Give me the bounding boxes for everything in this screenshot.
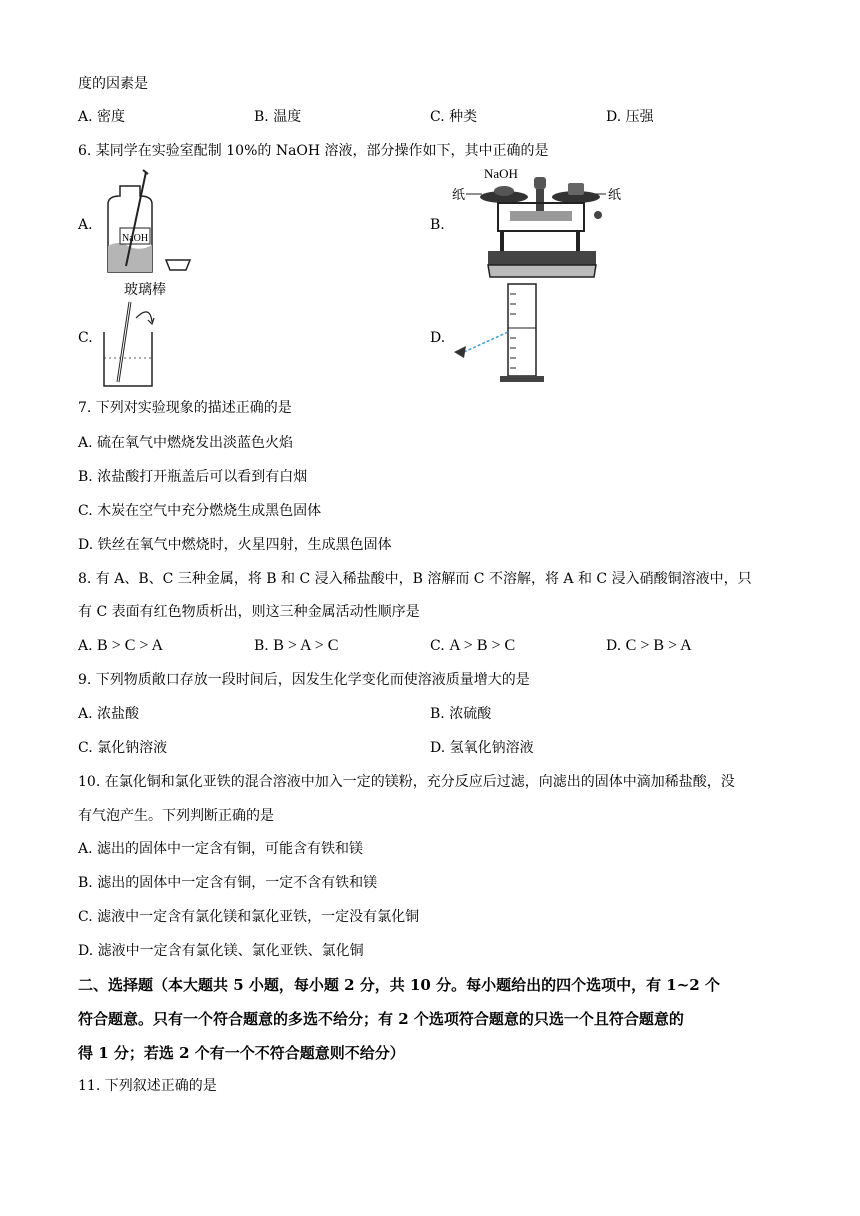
q11-stem: 11. 下列叙述正确的是: [78, 1078, 217, 1094]
q9-option-b: B. 浓硫酸: [430, 706, 492, 722]
q8-option-a: [78, 636, 163, 656]
q8-option-d-label: D.: [606, 638, 622, 654]
q8-option-d-text: C > B > A: [625, 637, 692, 654]
q10-stem-line1: 10. 在氯化铜和氯化亚铁的混合溶液中加入一定的镁粉，充分反应后过滤，向滤出的固体中滴加稀盐酸，没: [78, 774, 735, 790]
q10-option-d: D. 滤液中一定含有氯化镁、氯化亚铁、氯化铜: [78, 943, 364, 959]
q9-option-c: C. 氯化钠溶液: [78, 740, 168, 756]
q8-option-c-text: A > B > C: [449, 637, 516, 654]
section2-heading-line1: 二、选择题（本大题共 5 小题，每小题 2 分，共 10 分。每小题给出的四个选项中，有 1~2 个: [78, 976, 720, 994]
q8-option-d: [606, 636, 692, 656]
q10-option-b: B. 滤出的固体中一定含有铜，一定不含有铁和镁: [78, 875, 378, 891]
q5-option-c: C. 种类: [430, 109, 478, 125]
section2-heading-line2: 符合题意。只有一个符合题意的多选不给分；有 2 个选项符合题意的只选一个且符合题意的: [78, 1010, 684, 1028]
q6-label-d: D.: [430, 330, 446, 346]
q7-option-c: C. 木炭在空气中充分燃烧生成黑色固体: [78, 503, 322, 519]
figure-a-bottle-label: NaOH: [122, 233, 149, 244]
q8-option-a-label: A.: [78, 638, 93, 654]
q8-option-a-text: B > C > A: [97, 637, 164, 654]
figure-d-graduated-cylinder: [450, 282, 570, 392]
q9-option-d: D. 氢氧化钠溶液: [430, 740, 534, 756]
q5-option-b: B. 温度: [254, 109, 302, 125]
q8-option-b-text: B > A > C: [273, 637, 339, 654]
figure-b-balance: [448, 163, 648, 283]
q6-label-c: C.: [78, 330, 93, 346]
q5-option-d: D. 压强: [606, 109, 654, 125]
q8-option-c-label: C.: [430, 638, 445, 654]
figure-a-naoh-bottle: [98, 166, 198, 278]
q9-stem: 9. 下列物质敞口存放一段时间后，因发生化学变化而使溶液质量增大的是: [78, 672, 530, 688]
figure-c-beaker-stirring: [96, 278, 196, 392]
q7-option-b: B. 浓盐酸打开瓶盖后可以看到有白烟: [78, 469, 308, 485]
q7-option-a: A. 硫在氧气中燃烧发出淡蓝色火焰: [78, 435, 294, 451]
q7-stem: 7. 下列对实验现象的描述正确的是: [78, 400, 292, 416]
q5-stem-tail: 度的因素是: [78, 76, 148, 92]
q6-label-a: A.: [78, 217, 93, 233]
q8-option-c: [430, 636, 515, 656]
q8-option-b: [254, 636, 338, 656]
q10-stem-line2: 有气泡产生。下列判断正确的是: [78, 808, 274, 824]
q8-option-b-label: B.: [254, 638, 269, 654]
q6-stem: 6. 某同学在实验室配制 10%的 NaOH 溶液，部分操作如下，其中正确的是: [78, 143, 549, 159]
q8-stem-line1: 8. 有 A、B、C 三种金属，将 B 和 C 浸入稀盐酸中，B 溶解而 C 不溶解，将 A 和 C 浸入硝酸铜溶液中，只: [78, 571, 752, 587]
figure-c-rod-label: 玻璃棒: [124, 283, 166, 298]
section2-heading-line3: 得 1 分；若选 2 个有一个不符合题意则不给分）: [78, 1044, 405, 1062]
figure-b-paper-left: 纸: [452, 187, 466, 202]
q5-option-a: A. 密度: [78, 109, 126, 125]
figure-b-paper-right: 纸: [608, 187, 622, 202]
q6-label-b: B.: [430, 217, 445, 233]
q7-option-d: D. 铁丝在氧气中燃烧时，火星四射，生成黑色固体: [78, 537, 392, 553]
q10-option-c: C. 滤液中一定含有氯化镁和氯化亚铁，一定没有氯化铜: [78, 909, 420, 925]
q10-option-a: A. 滤出的固体中一定含有铜，可能含有铁和镁: [78, 841, 364, 857]
figure-b-naoh-label: NaOH: [484, 166, 518, 181]
q8-stem-line2: 有 C 表面有红色物质析出，则这三种金属活动性顺序是: [78, 604, 420, 620]
q9-option-a: A. 浓盐酸: [78, 706, 140, 722]
